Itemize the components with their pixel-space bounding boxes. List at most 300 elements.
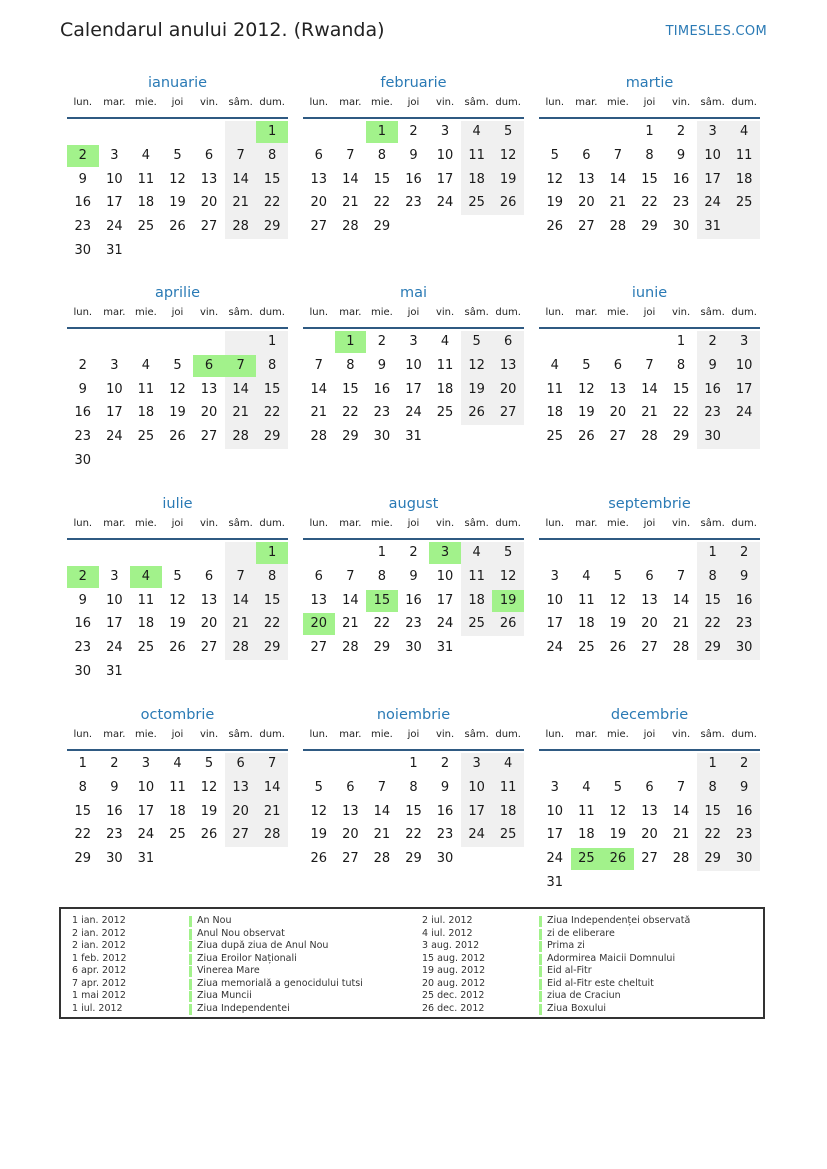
day-cell: 31	[546, 875, 564, 890]
day-cell: 2	[740, 545, 749, 560]
day-cell: 11	[546, 381, 564, 397]
day-cell: 25	[499, 827, 517, 843]
weekday-label: mar.	[575, 729, 598, 740]
day-cell: 2	[409, 545, 418, 560]
day-cell: 23	[74, 429, 92, 445]
legend-holiday-name: Eid al-Fitr	[547, 965, 592, 976]
weekday-label: joi	[643, 729, 656, 740]
day-cell: 5	[173, 568, 182, 584]
weekday-label: joi	[171, 729, 184, 740]
day-cell: 29	[373, 640, 391, 656]
day-cell: 7	[236, 568, 245, 584]
day-cell: 1	[708, 756, 717, 771]
legend-color-marker	[189, 929, 192, 940]
day-cell: 13	[342, 803, 359, 819]
day-cell: 8	[676, 357, 686, 373]
day-cell: 18	[546, 405, 564, 421]
day-cell: 14	[232, 381, 249, 397]
day-cell: 30	[106, 851, 123, 867]
day-cell: 24	[405, 405, 422, 421]
weekday-label: mar.	[103, 518, 126, 529]
day-cell: 17	[106, 195, 123, 211]
day-cell: 10	[405, 357, 422, 373]
day-cell: 19	[468, 381, 485, 397]
day-cell: 14	[263, 779, 281, 795]
legend-date: 6 apr. 2012	[72, 965, 127, 976]
day-cell: 28	[232, 429, 249, 445]
day-cell: 29	[342, 429, 359, 445]
day-cell: 1	[676, 334, 686, 349]
day-cell: 13	[310, 171, 328, 187]
day-cell: 15	[672, 381, 690, 397]
weekday-label: lun.	[545, 729, 565, 740]
day-cell: 30	[672, 219, 690, 235]
legend-color-marker	[189, 979, 192, 990]
day-cell: 11	[499, 779, 517, 795]
day-cell: 10	[106, 381, 123, 397]
day-cell: 9	[440, 779, 450, 795]
day-cell: 28	[342, 219, 359, 235]
weekday-label: mie.	[134, 307, 157, 318]
day-cell: 7	[377, 779, 387, 795]
legend-holiday-name: ziua de Craciun	[547, 990, 621, 1001]
day-cell: 26	[169, 429, 186, 445]
day-cell: 6	[346, 779, 355, 795]
day-cell: 14	[232, 171, 249, 187]
day-cell: 8	[268, 568, 277, 584]
day-cell: 5	[204, 756, 214, 771]
legend-holiday-name: Ziua după ziua de Anul Nou	[197, 940, 329, 951]
day-cell: 13	[578, 171, 595, 187]
day-cell: 4	[550, 357, 559, 373]
day-cell: 10	[106, 592, 123, 608]
day-cell: 2	[708, 334, 717, 349]
day-cell: 23	[436, 827, 454, 843]
day-cell: 25	[735, 195, 753, 211]
month-name: aprilie	[154, 285, 201, 301]
day-cell: 16	[672, 171, 690, 187]
day-cell: 11	[468, 147, 485, 163]
day-cell: 22	[672, 405, 690, 421]
weekday-label: joi	[643, 97, 656, 108]
day-cell: 22	[263, 405, 281, 421]
day-cell: 14	[310, 381, 328, 397]
month-name: iunie	[631, 285, 668, 301]
weekday-label: sâm.	[228, 97, 253, 108]
day-cell: 13	[200, 171, 218, 187]
brand-link[interactable]: TIMESLES.COM	[665, 24, 767, 39]
day-cell: 1	[377, 545, 387, 560]
weekday-label: dum.	[731, 729, 757, 740]
weekday-label: lun.	[73, 307, 93, 318]
legend-color-marker	[189, 966, 192, 977]
day-cell: 21	[232, 405, 249, 421]
weekday-label: sâm.	[464, 518, 489, 529]
day-cell: 21	[641, 405, 658, 421]
month-name: decembrie	[610, 707, 689, 723]
day-cell: 3	[740, 334, 749, 349]
weekday-label: dum.	[259, 729, 285, 740]
weekday-label: vin.	[435, 729, 455, 740]
day-cell: 29	[263, 429, 281, 445]
day-cell: 21	[263, 803, 281, 819]
legend-holiday-name: Adormirea Maicii Domnului	[547, 952, 676, 964]
day-cell: 10	[137, 779, 155, 795]
weekday-label: lun.	[309, 729, 329, 740]
legend-holiday-name: Prima zi	[547, 940, 585, 951]
day-cell: 2	[740, 756, 749, 771]
day-cell: 26	[499, 616, 517, 632]
day-cell: 25	[137, 640, 155, 656]
legend-date: 26 dec. 2012	[422, 1002, 485, 1014]
day-cell: 9	[409, 147, 418, 163]
month-name: noiembrie	[376, 707, 451, 723]
day-cell: 29	[74, 851, 92, 867]
weekday-label: dum.	[495, 518, 521, 529]
day-cell: 30	[735, 640, 753, 656]
day-cell: 30	[735, 851, 753, 867]
day-cell: 18	[578, 616, 595, 632]
legend-date: 1 iul. 2012	[72, 1002, 123, 1014]
legend-holiday-name: Anul Nou observat	[197, 927, 285, 939]
day-cell: 9	[676, 147, 686, 163]
legend-color-marker	[539, 916, 542, 927]
holiday-day: 26	[602, 848, 634, 870]
holiday-day: 2	[67, 145, 99, 167]
day-cell: 20	[200, 195, 218, 211]
weekday-label: mie.	[370, 518, 393, 529]
day-cell: 15	[74, 803, 92, 819]
day-cell: 10	[704, 147, 721, 163]
day-cell: 15	[405, 803, 422, 819]
holiday-day: 3	[429, 542, 461, 564]
day-cell: 28	[232, 640, 249, 656]
day-cell: 27	[310, 640, 328, 656]
weekday-label: mie.	[134, 518, 157, 529]
day-cell: 2	[409, 124, 418, 139]
day-cell: 5	[504, 124, 513, 139]
legend-date: 4 iul. 2012	[422, 927, 473, 939]
day-cell: 16	[704, 381, 721, 397]
day-cell: 20	[342, 827, 359, 843]
legend-date: 1 ian. 2012	[72, 915, 126, 926]
day-cell: 21	[342, 616, 359, 632]
day-cell: 24	[106, 219, 123, 235]
day-cell: 25	[578, 640, 595, 656]
weekday-header	[303, 307, 524, 325]
day-cell: 9	[78, 381, 87, 397]
day-cell: 19	[609, 827, 627, 843]
day-cell: 29	[263, 640, 281, 656]
weekday-label: mar.	[339, 307, 362, 318]
month-august	[303, 494, 524, 694]
day-cell: 27	[310, 219, 328, 235]
day-cell: 26	[310, 851, 328, 867]
day-cell: 18	[735, 171, 753, 187]
legend-date: 1 mai 2012	[72, 990, 126, 1001]
day-cell: 11	[468, 568, 485, 584]
weekday-label: dum.	[259, 518, 285, 529]
day-cell: 7	[613, 147, 623, 163]
day-cell: 24	[436, 195, 454, 211]
header-rule	[303, 749, 524, 751]
weekday-label: sâm.	[464, 729, 489, 740]
weekday-label: mie.	[134, 729, 157, 740]
day-cell: 24	[106, 640, 123, 656]
header-rule	[303, 327, 524, 329]
day-cell: 9	[78, 592, 87, 608]
day-cell: 22	[704, 616, 721, 632]
day-cell: 26	[609, 640, 627, 656]
day-cell: 14	[641, 381, 658, 397]
day-cell: 12	[499, 568, 517, 584]
day-cell: 28	[342, 640, 359, 656]
day-cell: 21	[609, 195, 627, 211]
month-name: martie	[625, 75, 674, 91]
weekday-label: vin.	[435, 307, 455, 318]
day-cell: 3	[110, 147, 119, 163]
day-cell: 27	[641, 851, 658, 867]
day-cell: 10	[106, 171, 123, 187]
holiday-day: 1	[256, 542, 288, 564]
day-cell: 3	[141, 756, 151, 771]
legend-date: 3 aug. 2012	[422, 940, 480, 951]
day-cell: 14	[373, 803, 391, 819]
weekday-label: mie.	[370, 307, 393, 318]
day-cell: 6	[645, 568, 654, 584]
day-cell: 17	[704, 171, 721, 187]
day-cell: 29	[263, 219, 281, 235]
day-cell: 6	[314, 568, 323, 584]
day-cell: 25	[468, 616, 485, 632]
month-name: februarie	[380, 75, 447, 91]
day-cell: 10	[436, 568, 454, 584]
day-cell: 22	[342, 405, 359, 421]
day-cell: 17	[546, 616, 564, 632]
day-cell: 4	[173, 756, 182, 771]
weekday-label: dum.	[731, 307, 757, 318]
day-cell: 24	[106, 429, 123, 445]
day-cell: 22	[74, 827, 92, 843]
day-cell: 13	[641, 592, 658, 608]
weekday-label: lun.	[545, 97, 565, 108]
day-cell: 30	[74, 664, 92, 679]
weekday-label: mie.	[606, 518, 629, 529]
day-cell: 4	[740, 124, 749, 139]
legend-date: 1 feb. 2012	[72, 952, 127, 964]
day-cell: 6	[645, 779, 654, 795]
day-cell: 21	[373, 827, 391, 843]
day-cell: 18	[137, 616, 155, 632]
header-rule	[67, 538, 288, 540]
day-cell: 5	[504, 545, 513, 560]
day-cell: 4	[504, 756, 513, 771]
weekday-label: mie.	[606, 97, 629, 108]
month-aprilie	[67, 283, 288, 483]
weekday-label: mar.	[575, 518, 598, 529]
month-noiembrie	[303, 705, 524, 905]
day-cell: 31	[405, 429, 422, 445]
day-cell: 13	[310, 592, 328, 608]
day-cell: 25	[169, 827, 186, 843]
legend-color-marker	[539, 991, 542, 1002]
day-cell: 22	[641, 195, 658, 211]
weekday-label: mie.	[370, 97, 393, 108]
month-septembrie	[539, 494, 760, 694]
day-cell: 30	[373, 429, 391, 445]
day-cell: 6	[204, 568, 214, 584]
weekday-label: sâm.	[700, 97, 725, 108]
weekday-label: sâm.	[464, 307, 489, 318]
legend-holiday-name: An Nou	[197, 915, 232, 926]
day-cell: 3	[110, 568, 119, 584]
day-cell: 28	[672, 851, 690, 867]
weekday-label: dum.	[495, 97, 521, 108]
legend-holiday-name: zi de eliberare	[547, 927, 615, 939]
day-cell: 23	[405, 616, 422, 632]
day-cell: 31	[704, 219, 721, 235]
weekday-label: sâm.	[700, 729, 725, 740]
legend-holiday-name: Vinerea Mare	[197, 965, 260, 976]
weekday-label: joi	[643, 518, 656, 529]
day-cell: 29	[641, 219, 658, 235]
weekday-label: mar.	[575, 97, 598, 108]
weekday-label: mar.	[339, 518, 362, 529]
day-cell: 11	[578, 592, 595, 608]
day-cell: 3	[110, 357, 119, 373]
day-cell: 8	[409, 779, 418, 795]
legend-holiday-name: Ziua Independentei	[197, 1002, 290, 1014]
weekday-label: mie.	[370, 729, 393, 740]
holiday-day: 7	[225, 355, 257, 377]
day-cell: 3	[409, 334, 418, 349]
day-cell: 11	[578, 803, 595, 819]
day-cell: 10	[546, 592, 564, 608]
day-cell: 1	[409, 756, 418, 771]
day-cell: 17	[735, 381, 753, 397]
day-cell: 28	[310, 429, 328, 445]
day-cell: 23	[672, 195, 690, 211]
day-cell: 14	[672, 592, 690, 608]
weekday-label: mie.	[606, 307, 629, 318]
weekday-header	[67, 307, 288, 325]
weekday-label: joi	[407, 97, 420, 108]
weekday-label: vin.	[435, 518, 455, 529]
day-cell: 4	[141, 147, 151, 163]
day-cell: 6	[314, 147, 323, 163]
day-cell: 6	[582, 147, 591, 163]
day-cell: 7	[676, 568, 686, 584]
legend-color-marker	[189, 941, 192, 952]
day-cell: 10	[436, 147, 454, 163]
day-cell: 29	[704, 640, 721, 656]
day-cell: 7	[676, 779, 686, 795]
day-cell: 19	[169, 195, 186, 211]
day-cell: 4	[472, 124, 481, 139]
weekday-label: vin.	[199, 729, 219, 740]
day-cell: 19	[310, 827, 328, 843]
day-cell: 28	[641, 429, 658, 445]
day-cell: 5	[582, 357, 591, 373]
day-cell: 11	[436, 357, 454, 373]
day-cell: 23	[106, 827, 123, 843]
day-cell: 15	[641, 171, 658, 187]
day-cell: 21	[232, 195, 249, 211]
day-cell: 15	[704, 803, 721, 819]
day-cell: 8	[377, 147, 387, 163]
day-cell: 15	[704, 592, 721, 608]
day-cell: 18	[436, 381, 454, 397]
header-rule	[67, 327, 288, 329]
day-cell: 16	[735, 803, 753, 819]
day-cell: 18	[468, 171, 485, 187]
day-cell: 18	[169, 803, 186, 819]
weekday-label: mar.	[103, 729, 126, 740]
weekday-label: sâm.	[700, 518, 725, 529]
weekday-header	[303, 97, 524, 115]
day-cell: 15	[263, 592, 281, 608]
weekday-label: vin.	[671, 97, 691, 108]
day-cell: 2	[110, 756, 119, 771]
day-cell: 12	[578, 381, 595, 397]
day-cell: 8	[708, 779, 717, 795]
day-cell: 31	[137, 851, 155, 867]
day-cell: 19	[578, 405, 595, 421]
day-cell: 2	[78, 357, 87, 373]
day-cell: 1	[78, 756, 87, 771]
month-februarie	[303, 73, 524, 273]
legend-color-marker	[539, 954, 542, 965]
day-cell: 29	[672, 429, 690, 445]
day-cell: 8	[78, 779, 87, 795]
day-cell: 14	[232, 592, 249, 608]
legend-color-marker	[189, 1004, 192, 1015]
day-cell: 27	[232, 827, 249, 843]
day-cell: 28	[232, 219, 249, 235]
month-iunie	[539, 283, 760, 483]
weekday-label: lun.	[73, 97, 93, 108]
day-cell: 28	[672, 640, 690, 656]
day-cell: 25	[137, 219, 155, 235]
weekday-label: joi	[407, 729, 420, 740]
month-decembrie	[539, 705, 760, 905]
day-cell: 27	[641, 640, 658, 656]
day-cell: 9	[740, 568, 749, 584]
day-cell: 20	[641, 616, 658, 632]
day-cell: 6	[504, 334, 513, 349]
legend-color-marker	[539, 941, 542, 952]
weekday-label: vin.	[435, 97, 455, 108]
day-cell: 14	[672, 803, 690, 819]
weekday-header	[539, 97, 760, 115]
day-cell: 9	[110, 779, 119, 795]
legend-date: 2 ian. 2012	[72, 927, 126, 939]
day-cell: 5	[472, 334, 481, 349]
weekday-header	[67, 97, 288, 115]
weekday-label: vin.	[671, 729, 691, 740]
month-octombrie	[67, 705, 288, 905]
day-cell: 28	[373, 851, 391, 867]
holiday-day: 1	[366, 121, 398, 143]
day-cell: 15	[342, 381, 359, 397]
day-cell: 16	[735, 592, 753, 608]
day-cell: 31	[106, 243, 123, 258]
day-cell: 20	[609, 405, 627, 421]
day-cell: 29	[373, 219, 391, 235]
day-cell: 8	[645, 147, 654, 163]
month-name: august	[388, 496, 439, 512]
day-cell: 20	[499, 381, 517, 397]
